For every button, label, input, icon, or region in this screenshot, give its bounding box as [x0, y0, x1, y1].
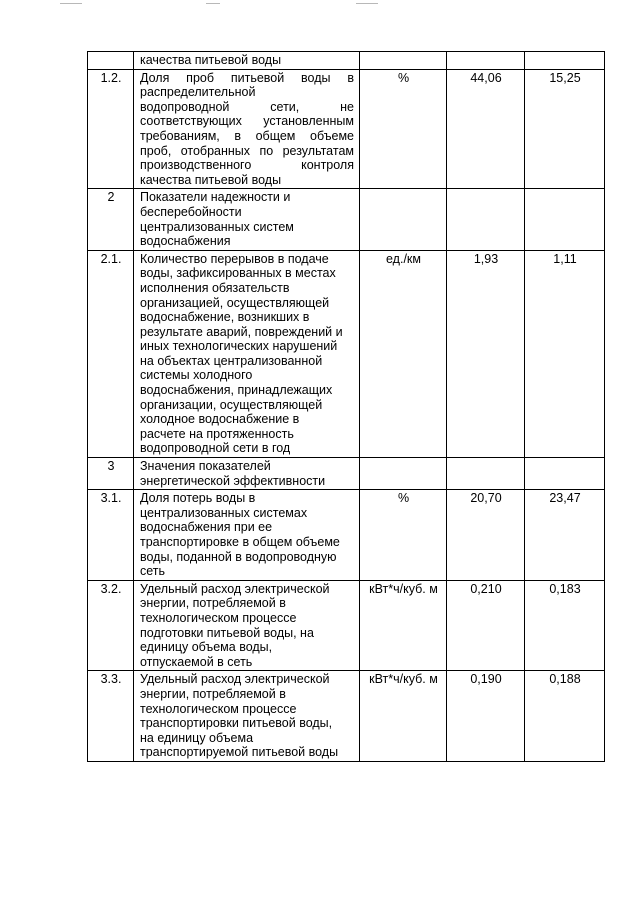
indicators-table — [87, 51, 605, 762]
table-row — [88, 490, 605, 581]
indicator-name-line: производственного контроля — [140, 158, 354, 173]
table-row — [88, 52, 605, 70]
row-number: 3.1. — [88, 490, 134, 581]
unit-of-measure: % — [360, 490, 447, 581]
indicator-name-line: воды, поданной в водопроводную — [140, 549, 337, 564]
value-2: 0,183 — [525, 580, 605, 671]
indicator-name-line: системы холодного — [140, 368, 253, 383]
indicator-name-line: Доля проб питьевой воды в — [140, 70, 354, 85]
indicator-name-line: водоснабжения при ее — [140, 520, 273, 535]
indicator-name-line: водоснабжения — [140, 234, 231, 249]
indicator-name — [134, 69, 360, 189]
row-number: 3 — [88, 458, 134, 490]
indicator-name-line: водопроводной сети в год — [140, 441, 291, 456]
indicator-name-line: подготовки питьевой воды, на — [140, 625, 314, 640]
indicator-name-line: расчете на протяженность — [140, 426, 294, 441]
indicator-name-line: исполнения обязательств — [140, 280, 290, 295]
indicator-name-line: Значения показателей — [140, 459, 271, 474]
row-number — [88, 52, 134, 70]
indicator-name-line: требованиям, в общем объеме — [140, 128, 354, 143]
value-1 — [447, 458, 525, 490]
table-row — [88, 580, 605, 671]
indicator-name-line: отпускаемой в сеть — [140, 654, 253, 669]
indicator-name-line: Удельный расход электрической — [140, 581, 330, 596]
indicator-name — [134, 52, 360, 70]
unit-of-measure — [360, 458, 447, 490]
indicator-name-line: Доля потерь воды в — [140, 491, 256, 506]
indicator-name-line: транспортируемой питьевой воды — [140, 745, 339, 760]
unit-of-measure — [360, 189, 447, 250]
unit-of-measure: кВт*ч/куб. м — [360, 671, 447, 762]
value-2: 15,25 — [525, 69, 605, 189]
value-1: 1,93 — [447, 250, 525, 457]
indicator-name — [134, 458, 360, 490]
unit-of-measure: кВт*ч/куб. м — [360, 580, 447, 671]
indicator-name — [134, 250, 360, 457]
indicator-name-line: соответствующих установленным — [140, 114, 354, 129]
table-body — [88, 52, 605, 762]
table-row — [88, 671, 605, 762]
value-2 — [525, 458, 605, 490]
indicator-name — [134, 189, 360, 250]
row-number: 2.1. — [88, 250, 134, 457]
table-row — [88, 250, 605, 457]
value-1: 44,06 — [447, 69, 525, 189]
row-number: 3.3. — [88, 671, 134, 762]
unit-of-measure — [360, 52, 447, 70]
value-2: 1,11 — [525, 250, 605, 457]
indicator-name-line: энергии, потребляемой в — [140, 686, 286, 701]
value-2: 23,47 — [525, 490, 605, 581]
indicator-name-line: водоснабжение, возникших в — [140, 310, 310, 325]
value-1 — [447, 189, 525, 250]
indicator-name-line: качества питьевой воды — [140, 172, 282, 187]
indicator-name-line: технологическом процессе — [140, 610, 297, 625]
indicator-name-line: на единицу объема — [140, 730, 254, 745]
table-row — [88, 69, 605, 189]
unit-of-measure: ед./км — [360, 250, 447, 457]
row-number: 2 — [88, 189, 134, 250]
indicator-name-line: иных технологических нарушений — [140, 339, 338, 354]
indicator-name-line: Показатели надежности и — [140, 190, 291, 205]
indicator-name-line: на объектах централизованной — [140, 353, 323, 368]
value-1: 20,70 — [447, 490, 525, 581]
indicator-name-line: организацией, осуществляющей — [140, 295, 330, 310]
value-1: 0,210 — [447, 580, 525, 671]
indicator-name-line: холодное водоснабжение в — [140, 412, 300, 427]
indicator-name — [134, 580, 360, 671]
indicator-name-line: проб, отобранных по результатам — [140, 143, 354, 158]
indicator-name — [134, 490, 360, 581]
indicator-name-line: технологическом процессе — [140, 701, 297, 716]
table-row — [88, 189, 605, 250]
indicator-name-line: транспортировке в общем объеме — [140, 535, 340, 549]
row-number: 3.2. — [88, 580, 134, 671]
row-number: 1.2. — [88, 69, 134, 189]
indicator-name-line: водоснабжения, принадлежащих — [140, 383, 333, 398]
value-1: 0,190 — [447, 671, 525, 762]
value-1 — [447, 52, 525, 70]
indicator-name-line: энергетической эффективности — [140, 473, 326, 488]
indicator-name-line: воды, зафиксированных в местах — [140, 266, 336, 281]
value-2: 0,188 — [525, 671, 605, 762]
indicator-name-line: сеть — [140, 564, 166, 579]
indicator-name-line: Удельный расход электрической — [140, 672, 330, 687]
indicator-name-line: бесперебойности — [140, 204, 242, 219]
indicator-name-line: организации, осуществляющей — [140, 397, 323, 412]
indicator-name-line: результате аварий, повреждений и — [140, 324, 343, 339]
unit-of-measure: % — [360, 69, 447, 189]
indicator-name-line: качества питьевой воды — [140, 53, 282, 67]
indicator-name-line: Количество перерывов в подаче — [140, 251, 329, 266]
indicator-name-line: энергии, потребляемой в — [140, 596, 286, 611]
scan-edge-marks — [0, 0, 640, 8]
indicator-name-line: распределительной — [140, 85, 256, 100]
indicator-name-line: транспортировки питьевой воды, — [140, 716, 333, 731]
indicator-name — [134, 671, 360, 762]
table-row — [88, 458, 605, 490]
indicator-name-line: единицу объема воды, — [140, 640, 273, 655]
indicator-name-line: централизованных системах — [140, 505, 308, 520]
indicator-name-line: водопроводной сети, не — [140, 99, 354, 114]
indicator-name-line: централизованных систем — [140, 219, 294, 234]
value-2 — [525, 52, 605, 70]
value-2 — [525, 189, 605, 250]
